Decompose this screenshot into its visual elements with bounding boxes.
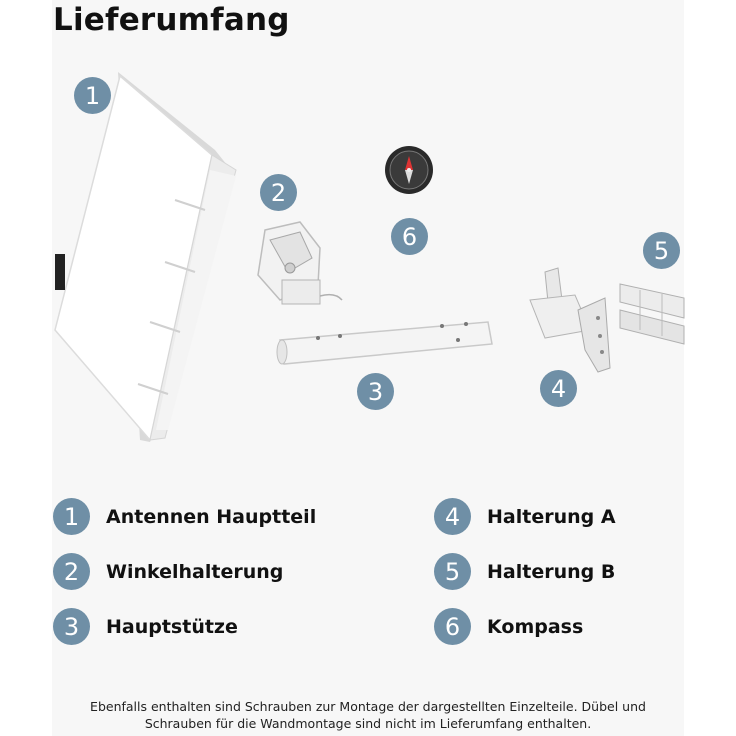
angle-bracket-image	[258, 222, 342, 304]
page-title: Lieferumfang	[53, 2, 290, 38]
image-badge-1: 1	[74, 77, 111, 114]
legend-label: Halterung A	[487, 505, 616, 528]
legend-label: Halterung B	[487, 560, 616, 583]
legend-number: 1	[53, 498, 90, 535]
legend-item	[434, 498, 616, 535]
footnote	[60, 698, 676, 732]
legend-item	[53, 608, 238, 645]
legend-label: Kompass	[487, 615, 584, 638]
image-badge-5: 5	[643, 232, 680, 269]
bracket-b-image	[620, 284, 684, 344]
image-badge-2: 2	[260, 174, 297, 211]
image-badge-6: 6	[391, 218, 428, 255]
legend-label: Winkelhalterung	[106, 560, 284, 583]
footnote-line-1: Ebenfalls enthalten sind Schrauben zur Montage der dargestellten Einzelteile. Dübel und	[90, 699, 646, 714]
footnote-line-2: Schrauben für die Wandmontage sind nicht im Lieferumfang enthalten.	[144, 716, 592, 731]
legend-item	[53, 498, 316, 535]
legend-item	[434, 608, 583, 645]
legend-item	[434, 553, 615, 590]
legend-number: 6	[434, 608, 471, 645]
main-support-tube-image	[277, 322, 492, 364]
legend-number: 5	[434, 553, 471, 590]
legend-number: 4	[434, 498, 471, 535]
image-badge-3: 3	[357, 373, 394, 410]
legend-number: 2	[53, 553, 90, 590]
antenna-main-unit-image	[55, 72, 236, 442]
legend-label: Antennen Hauptteil	[106, 505, 317, 528]
legend-item	[53, 553, 283, 590]
legend-label: Hauptstütze	[106, 615, 238, 638]
image-badge-4: 4	[540, 370, 577, 407]
compass-image	[385, 146, 433, 194]
bracket-a-image	[530, 268, 610, 372]
legend-number: 3	[53, 608, 90, 645]
